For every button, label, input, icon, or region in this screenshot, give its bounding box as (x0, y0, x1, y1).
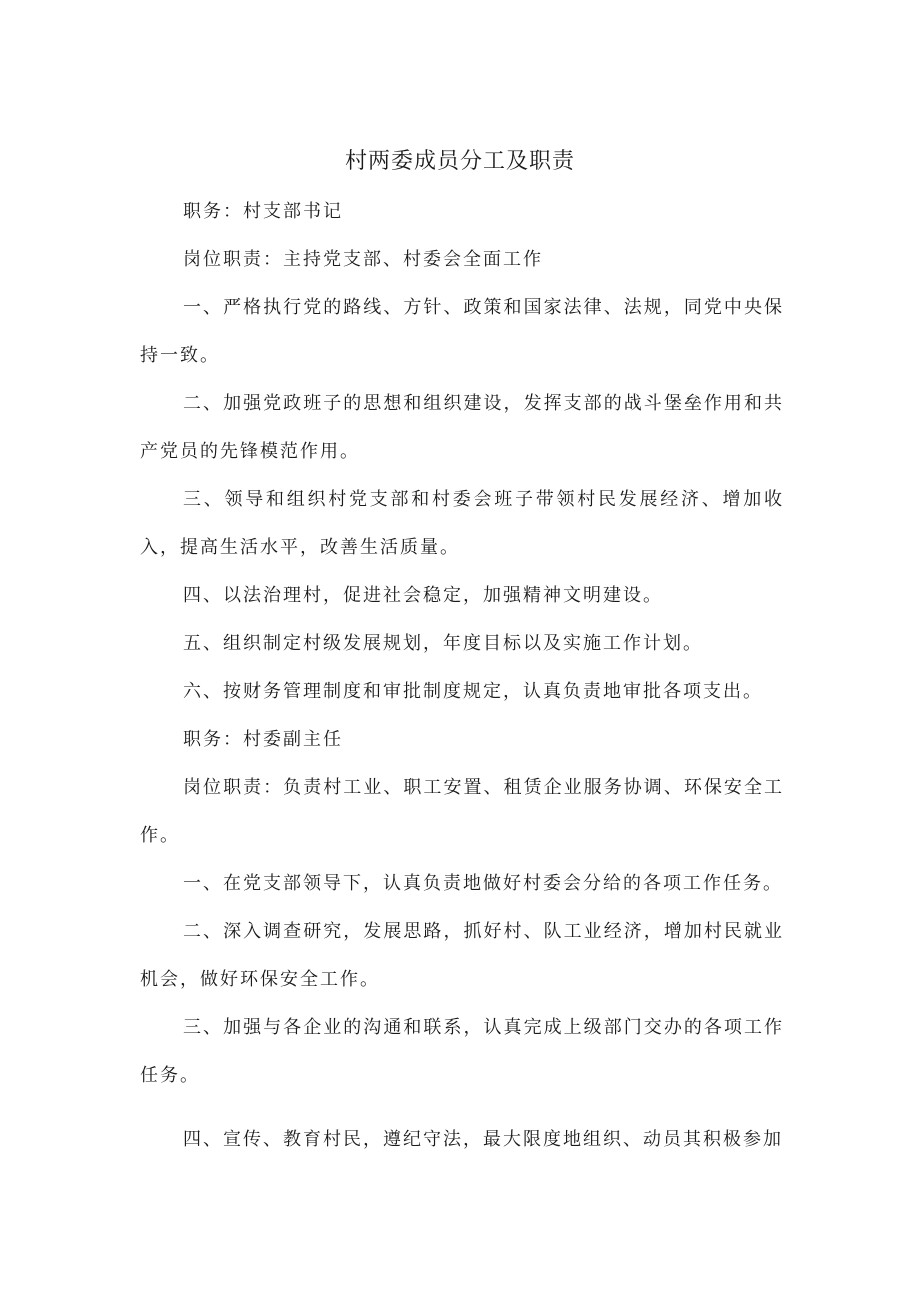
document-body (140, 188, 784, 1164)
document-title: 村两委成员分工及职责 (344, 149, 575, 174)
duty-summary: 岗位职责：负责村工业、职工安置、租赁企业服务协调、环保安全工作。 (140, 777, 784, 846)
duty-item: 五、组织制定村级发展规划，年度目标以及实施工作计划。 (183, 633, 703, 654)
duty-item: 六、按财务管理制度和审批制度规定，认真负责地审批各项支出。 (183, 681, 763, 702)
duty-item: 一、严格执行党的路线、方针、政策和国家法律、法规，同党中央保持一致。 (140, 297, 784, 366)
position-heading: 职务：村委副主任 (183, 729, 343, 750)
duty-item: 四、以法治理村，促进社会稳定，加强精神文明建设。 (183, 585, 663, 606)
duty-item: 二、深入调查研究，发展思路，抓好村、队工业经济，增加村民就业机会，做好环保安全工作。 (140, 921, 784, 990)
duty-item: 二、加强党政班子的思想和组织建设，发挥支部的战斗堡垒作用和共产党员的先锋模范作用。 (140, 393, 784, 462)
duty-item: 三、加强与各企业的沟通和联系，认真完成上级部门交办的各项工作任务。 (140, 1017, 784, 1086)
position-heading: 职务：村支部书记 (183, 201, 343, 222)
duty-summary: 岗位职责：主持党支部、村委会全面工作 (183, 249, 543, 270)
duty-item: 四、宣传、教育村民，遵纪守法，最大限度地组织、动员其积极参加 (183, 1129, 783, 1150)
duty-item: 一、在党支部领导下，认真负责地做好村委会分给的各项工作任务。 (183, 873, 783, 894)
duty-item: 三、领导和组织村党支部和村委会班子带领村民发展经济、增加收入，提高生活水平，改善生活质量。 (140, 489, 784, 558)
